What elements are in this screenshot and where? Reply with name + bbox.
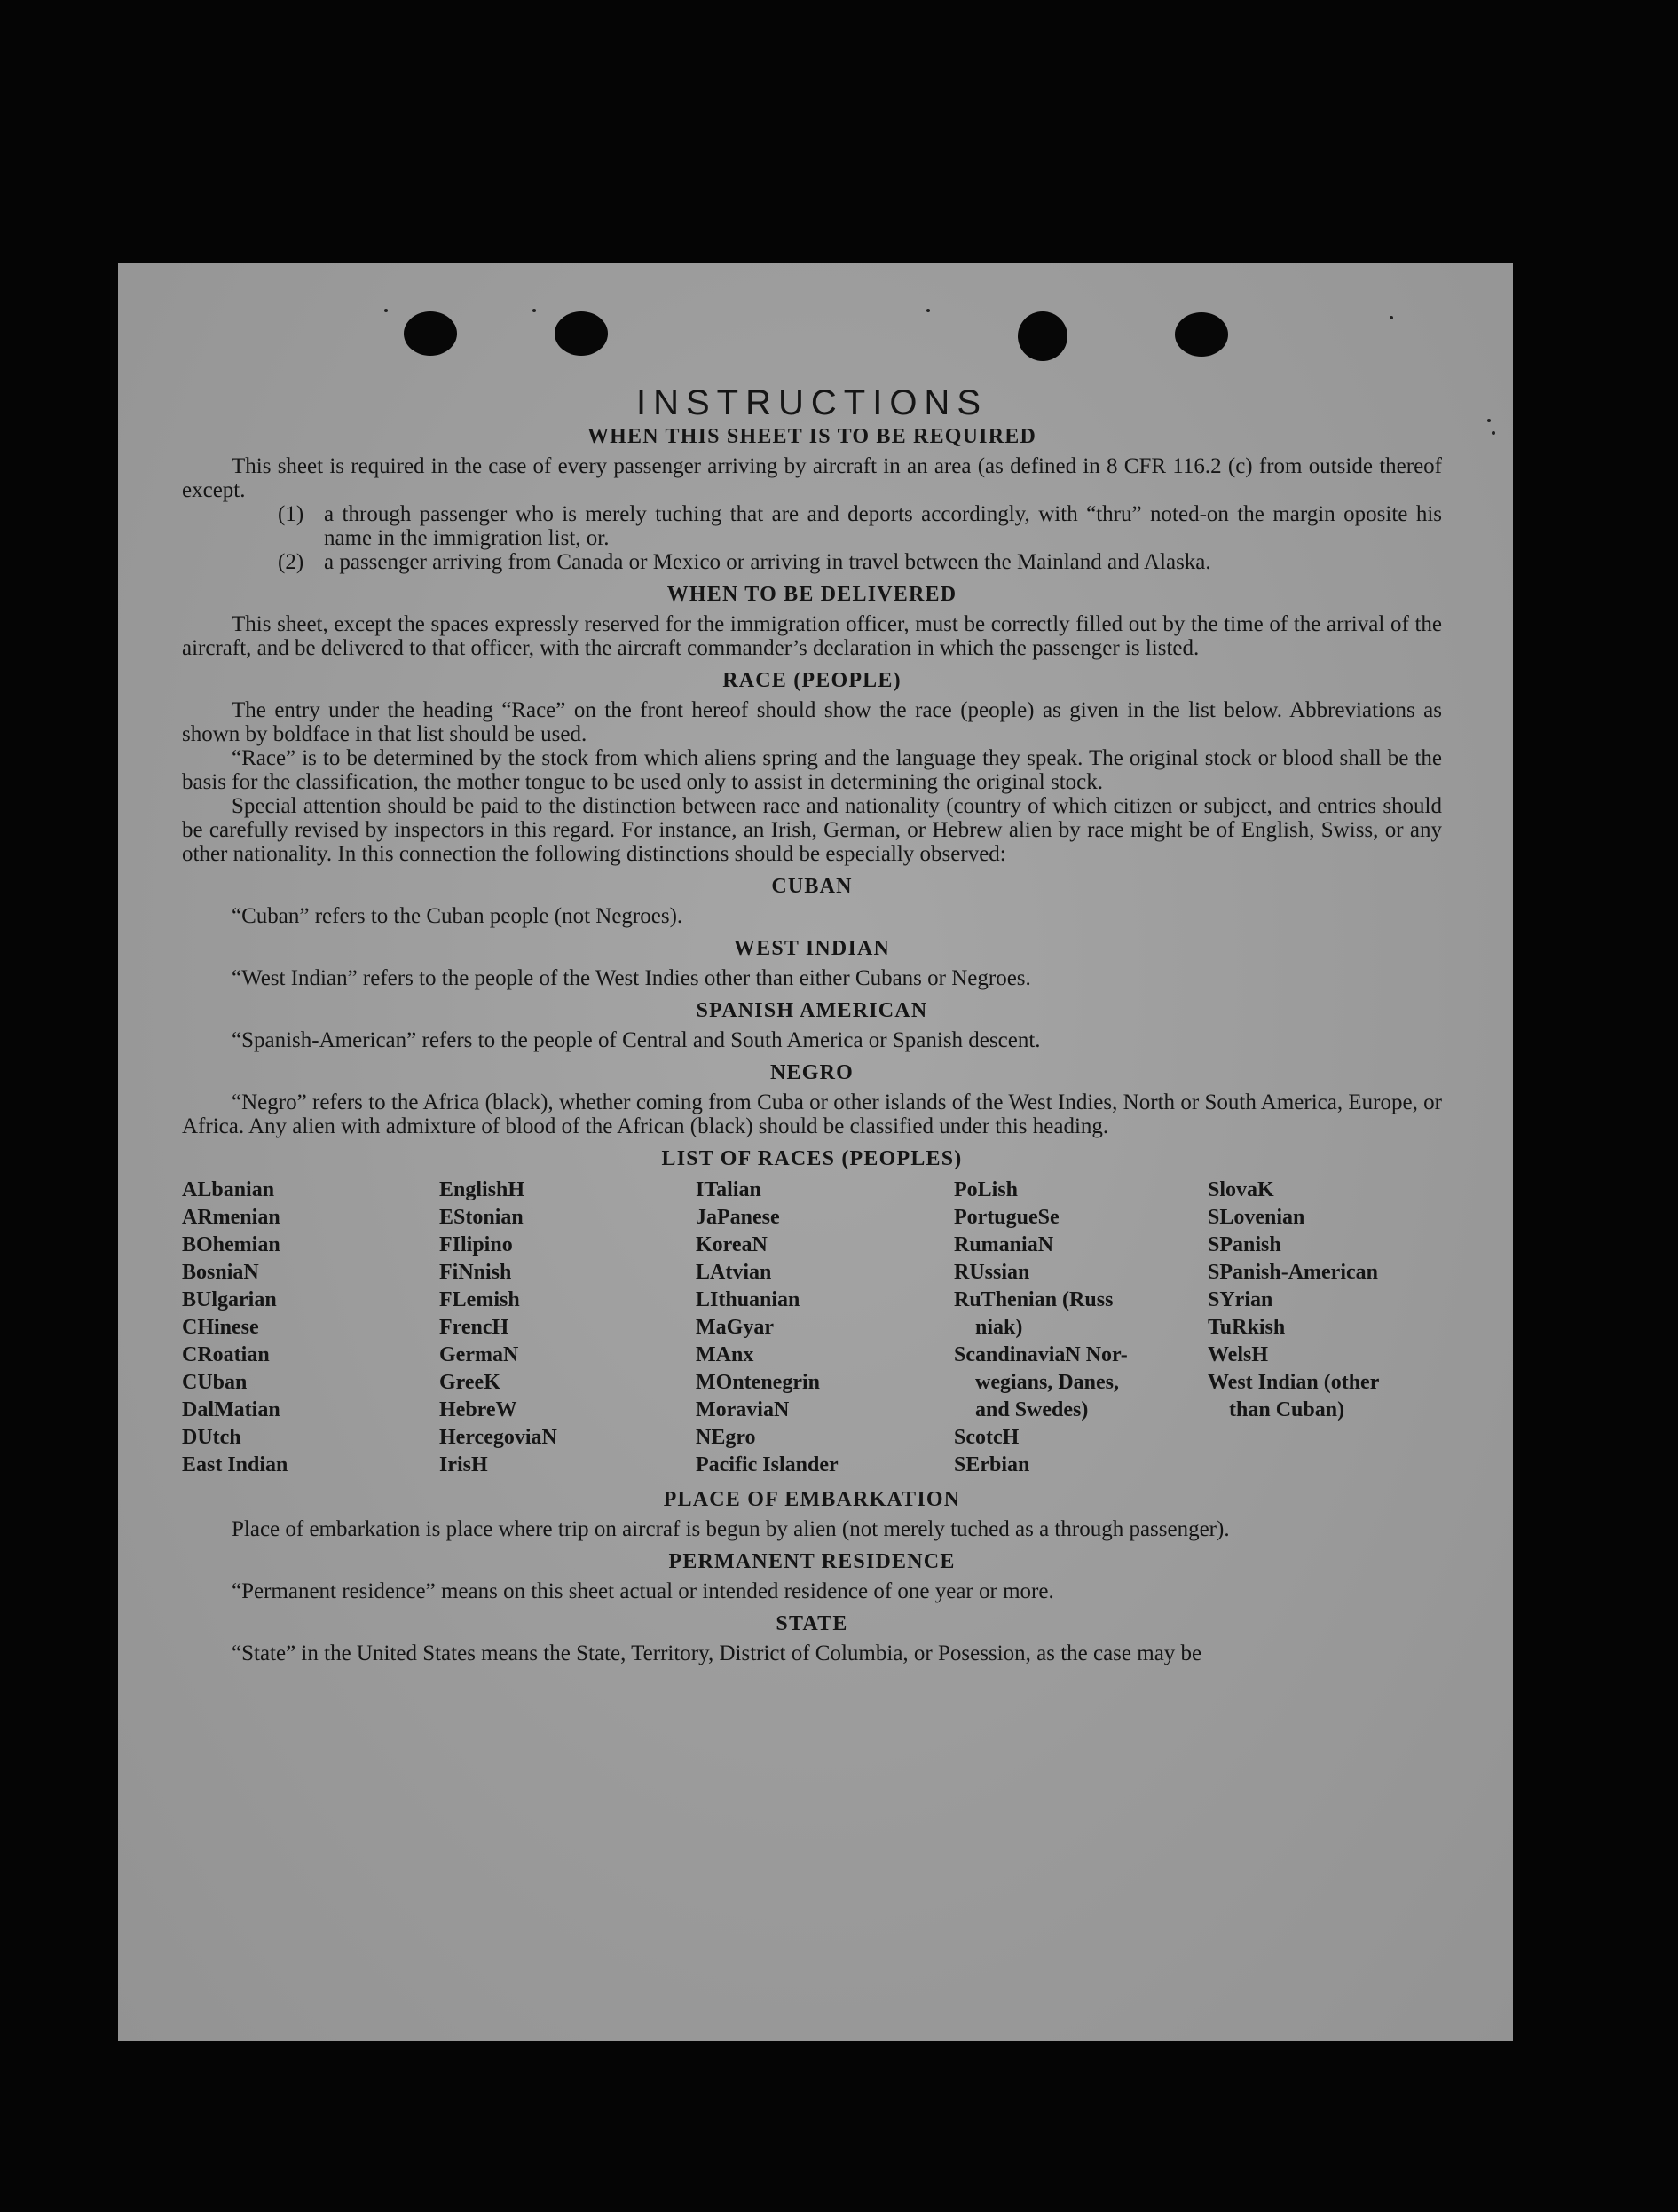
race-entry: DUtch	[182, 1426, 241, 1449]
race-entry: IrisH	[439, 1453, 488, 1476]
race-entry: MaGyar	[696, 1316, 774, 1339]
when-delivered-text: This sheet, except the spaces expressly reserved for the immigration officer, must be correctly filled out by the time of the arrival of the aircraft, and be delivered to that officer, with the aircraft commander’s declaration in which the passenger is listed.	[182, 612, 1442, 660]
race-entry: GermaN	[439, 1343, 519, 1366]
heading-permanent-residence: PERMANENT RESIDENCE	[668, 1550, 956, 1573]
race-entry: DalMatian	[182, 1398, 280, 1421]
races-column	[1208, 1177, 1442, 1479]
instructions-content	[182, 383, 1442, 1665]
race-entry: BOhemian	[182, 1233, 280, 1256]
race-paragraph: The entry under the heading “Race” on the front hereof should show the race (people) as given in the list below. Abbreviations as shown by boldface in that list should be used.	[182, 698, 1442, 746]
race-entry: MAnx	[696, 1343, 754, 1366]
negro-text: “Negro” refers to the Africa (black), whether coming from Cuba or other islands of the West Indies, North or South America, Europe, or Africa. Any alien with admixture of blood of the African (black) should be classified under this heading.	[182, 1090, 1442, 1138]
race-entry: NEgro	[696, 1426, 756, 1449]
paper-speck	[532, 309, 536, 312]
race-entry: ScotcH	[954, 1426, 1020, 1449]
race-entry: East Indian	[182, 1453, 288, 1476]
race-entry: and Swedes)	[975, 1398, 1089, 1421]
race-entry: CRoatian	[182, 1343, 270, 1366]
race-entry: than Cuban)	[1229, 1398, 1345, 1421]
race-entry: MoraviaN	[696, 1398, 790, 1421]
heading-west-indian: WEST INDIAN	[733, 937, 891, 960]
race-entry: RuThenian (Russ	[954, 1288, 1114, 1311]
instruction-sheet	[118, 263, 1513, 2041]
west-indian-text: “West Indian” refers to the people of the West Indies other than either Cubans or Negroes.	[232, 966, 1031, 990]
heading-when-delivered: WHEN TO BE DELIVERED	[666, 583, 957, 606]
spanish-american-text: “Spanish-American” refers to the people of Central and South America or Spanish descent.	[232, 1028, 1041, 1052]
race-entry: BosniaN	[182, 1261, 259, 1284]
race-entry: Pacific Islander	[696, 1453, 839, 1476]
race-paragraph: Special attention should be paid to the distinction between race and nationality (country of which citizen or subject, and entries should be carefully revised by inspectors in this regard. For instance, an Irish, German, or Hebrew alien by race might be of English, Swiss, or any other nationality. In this connection the following distinctions should be especially observed:	[182, 794, 1442, 866]
embarkation-text: Place of embarkation is place where trip on aircraf is begun by alien (not merely tuched as a through passenger).	[232, 1517, 1230, 1541]
race-entry: FIlipino	[439, 1233, 513, 1256]
state-text: “State” in the United States means the State, Territory, District of Columbia, or Posession, as the case may be	[232, 1641, 1202, 1665]
heading-list-of-races: LIST OF RACES (PEOPLES)	[661, 1147, 963, 1170]
heading-race: RACE (PEOPLE)	[722, 669, 902, 692]
race-entry: SPanish	[1208, 1233, 1281, 1256]
races-column	[954, 1177, 1208, 1479]
heading-spanish-american: SPANISH AMERICAN	[696, 999, 928, 1022]
race-entry: GreeK	[439, 1371, 500, 1394]
heading-negro: NEGRO	[769, 1061, 854, 1084]
race-entry: BUlgarian	[182, 1288, 277, 1311]
exception-number: (2)	[278, 550, 304, 574]
race-entry: KoreaN	[696, 1233, 768, 1256]
race-paragraph: “Race” is to be determined by the stock from which aliens spring and the language they speak. The original stock or blood shall be the basis for the classification, the mother tongue to be used only to assist in determining the original stock.	[182, 746, 1442, 794]
paper-speck	[1487, 419, 1491, 422]
race-entry: JaPanese	[696, 1206, 780, 1229]
race-entry: TuRkish	[1208, 1316, 1286, 1339]
punch-hole	[404, 311, 457, 356]
race-entry: RumaniaN	[954, 1233, 1054, 1256]
paper-speck	[384, 309, 388, 312]
exception-item	[278, 550, 1442, 574]
exception-text: a passenger arriving from Canada or Mexico or arriving in travel between the Mainland and Alaska.	[324, 550, 1211, 574]
race-entry: ARmenian	[182, 1206, 280, 1229]
paper-speck	[1492, 431, 1495, 435]
race-entry: FrencH	[439, 1316, 509, 1339]
race-entry: WelsH	[1208, 1343, 1269, 1366]
paper-speck	[926, 309, 930, 312]
race-entry: LIthuanian	[696, 1288, 800, 1311]
exception-item	[278, 502, 1442, 550]
race-entry: RUssian	[954, 1261, 1030, 1284]
heading-state: STATE	[776, 1612, 848, 1635]
races-column	[696, 1177, 954, 1479]
exception-number: (1)	[278, 502, 304, 526]
race-entry: SYrian	[1208, 1288, 1273, 1311]
race-entry: FiNnish	[439, 1261, 512, 1284]
races-column	[439, 1177, 696, 1479]
heading-when-required: WHEN THIS SHEET IS TO BE REQUIRED	[587, 425, 1036, 448]
race-entry: SLovenian	[1208, 1206, 1305, 1229]
paper-speck	[1390, 316, 1393, 319]
races-list	[182, 1177, 1442, 1479]
race-entry: ITalian	[696, 1178, 761, 1201]
race-entry: EnglishH	[439, 1178, 525, 1201]
heading-cuban: CUBAN	[771, 875, 853, 898]
cuban-text: “Cuban” refers to the Cuban people (not Negroes).	[232, 904, 683, 928]
race-entry: SPanish-American	[1208, 1261, 1378, 1284]
when-required-intro: This sheet is required in the case of every passenger arriving by aircraft in an area (as defined in 8 CFR 116.2 (c) from outside thereof except.	[182, 454, 1442, 502]
race-entry: West Indian (other	[1208, 1371, 1380, 1394]
race-entry: PoLish	[954, 1178, 1019, 1201]
race-entry: niak)	[975, 1316, 1023, 1339]
race-entry: wegians, Danes,	[975, 1371, 1120, 1394]
exception-text: a through passenger who is merely tuching that are and deports accordingly, with “thru” noted-on the margin oposite his name in the immigration list, or.	[324, 502, 1442, 550]
punch-hole	[555, 311, 608, 356]
race-entry: SErbian	[954, 1453, 1030, 1476]
heading-embarkation: PLACE OF EMBARKATION	[663, 1488, 961, 1511]
page-title: INSTRUCTIONS	[636, 383, 988, 422]
residence-text: “Permanent residence” means on this sheet actual or intended residence of one year or more.	[232, 1579, 1054, 1603]
race-entry: HercegoviaN	[439, 1426, 557, 1449]
race-entry: SlovaK	[1208, 1178, 1274, 1201]
punch-hole	[1175, 312, 1228, 357]
races-column	[182, 1177, 439, 1479]
race-entry: EStonian	[439, 1206, 524, 1229]
race-entry: MOntenegrin	[696, 1371, 820, 1394]
punch-hole	[1018, 311, 1067, 361]
race-entry: CUban	[182, 1371, 248, 1394]
race-entry: PortugueSe	[954, 1206, 1060, 1229]
race-entry: ScandinaviaN Nor-	[954, 1343, 1128, 1366]
race-entry: ALbanian	[182, 1178, 275, 1201]
race-entry: HebreW	[439, 1398, 517, 1421]
race-entry: FLemish	[439, 1288, 520, 1311]
race-entry: LAtvian	[696, 1261, 772, 1284]
race-entry: CHinese	[182, 1316, 259, 1339]
